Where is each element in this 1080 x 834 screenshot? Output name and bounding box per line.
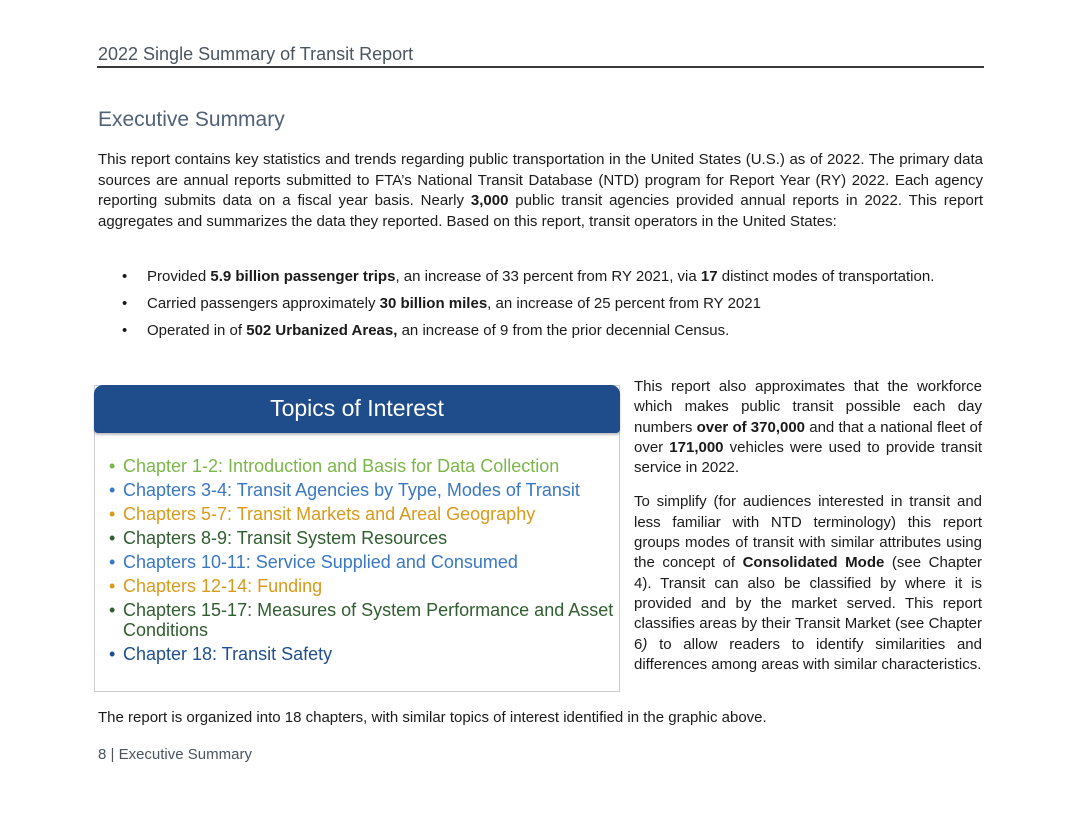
topic-item: • Chapters 3-4: Transit Agencies by Type, Modes of Transit: [109, 480, 614, 500]
closing-paragraph: The report is organized into 18 chapters, with similar topics of interest identified in the graphic above.: [98, 709, 767, 726]
bullet-highlight: 30 billion miles: [379, 295, 488, 312]
side-text: (see Chapter 4). Transit can also be classified by where it is provided and by the market served. This report classifies areas by their Transit Market (see Chapter 6: [634, 554, 982, 653]
bullet-text: , an increase of 25 percent from RY 2021: [487, 295, 761, 312]
topics-list: [109, 456, 614, 668]
list-item: [98, 320, 958, 341]
bullet-text: an increase of 9 from the prior decennial Census.: [397, 322, 730, 339]
topic-item: • Chapters 10-11: Service Supplied and Consumed: [109, 552, 614, 572]
bullet-text: distinct modes of transportation.: [717, 268, 935, 285]
topic-item: • Chapter 1-2: Introduction and Basis for Data Collection: [109, 456, 614, 476]
topic-item: • Chapters 5-7: Transit Markets and Areal Geography: [109, 504, 614, 524]
side-text: To simplify (for audiences interested in transit and less familiar with NTD terminology) this report groups modes of transit with similar attributes using the concept of: [634, 493, 982, 572]
key-stats-list: [98, 266, 958, 347]
side-text: This report also approximates that the workforce which makes public transit possible each day numbers: [634, 378, 982, 436]
side-text: vehicles were used to provide transit service in 2022.: [634, 438, 982, 477]
intro-agency-count: 3,000: [470, 192, 509, 209]
topics-of-interest-title: Topics of Interest: [94, 385, 620, 433]
bullet-highlight: 5.9 billion passenger trips: [210, 268, 396, 285]
bullet-text: , an increase of 33 percent from RY 2021, via: [395, 268, 701, 285]
fleet-count: 171,000: [669, 438, 724, 456]
intro-text-1: This report contains key statistics and trends regarding public transportation in the United States (U.S.) as of 2022. The primary data sources are annual reports submitted to FTA’s National Transit Database (NTD) program for Report Year (RY) 2022. Each agency reporting submits data on a fiscal year basis. Nearly: [98, 151, 983, 209]
topic-item: • Chapters 12-14: Funding: [109, 576, 614, 596]
topic-item: • Chapters 15-17: Measures of System Performance and Asset Conditions: [109, 600, 614, 640]
report-header-title: 2022 Single Summary of Transit Report: [98, 44, 414, 64]
intro-paragraph: [98, 150, 983, 232]
bullet-highlight: 502 Urbanized Areas,: [246, 322, 398, 339]
topic-item: • Chapter 18: Transit Safety: [109, 644, 614, 664]
side-text: and that a national fleet of over: [634, 418, 982, 456]
side-column: [634, 377, 982, 689]
topic-item: • Chapters 8-9: Transit System Resources: [109, 528, 614, 548]
side-text: to allow readers to identify similarities and differences among areas with similar characteristics.: [634, 635, 982, 673]
workforce-paragraph: [634, 377, 982, 478]
list-item: [98, 293, 958, 314]
bullet-text: Operated in of: [147, 322, 247, 339]
header-divider: [97, 66, 984, 68]
workforce-count: over of 370,000: [696, 418, 806, 436]
page-footer: 8 | Executive Summary: [98, 746, 252, 763]
bullet-text: Carried passengers approximately: [147, 295, 380, 312]
list-item: [98, 266, 958, 287]
consolidated-mode-term: Consolidated Mode: [742, 554, 885, 572]
bullet-text: Provided: [147, 268, 211, 285]
bullet-highlight: 17: [700, 268, 718, 285]
classification-paragraph: [634, 492, 982, 675]
section-title: Executive Summary: [98, 108, 285, 131]
intro-text-2: public transit agencies provided annual reports in 2022. This report aggregates and summarizes the data they reported. Based on this report, transit operators in the United States:: [98, 192, 983, 230]
side-text: ): [642, 635, 648, 653]
